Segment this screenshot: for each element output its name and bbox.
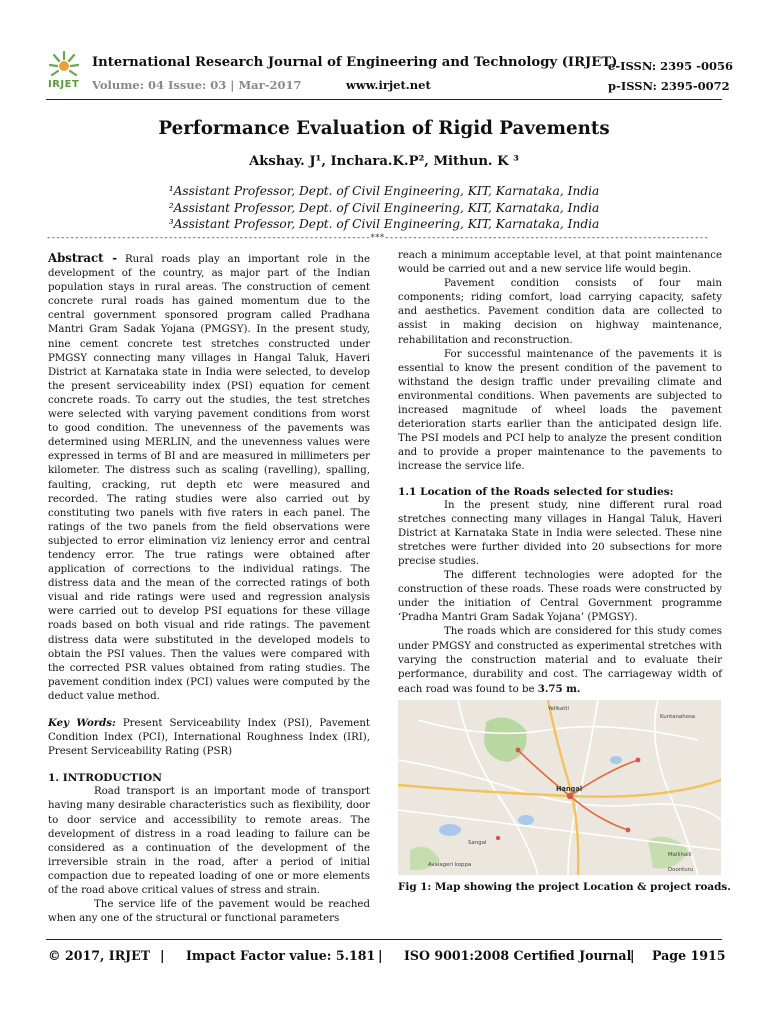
journal-title: International Research Journal of Engineering and Technology (IRJET) — [92, 55, 618, 70]
map-label-sangal: Sangal — [468, 840, 487, 846]
footer-divider: | — [160, 948, 165, 963]
footer-page-number: Page 1915 — [652, 948, 726, 963]
intro-paragraph-2: The service life of the pavement would be reached when any one of the structural or functional parameters — [48, 899, 370, 925]
right-paragraph-5-text: The roads which are considered for this study comes under PMGSY and constructed as experimental stretches with varying the construction material and to evaluate their performance, durability and cost. The carriageway width of each road was found to be — [398, 626, 722, 695]
right-paragraph-2: For successful maintenance of the pavements it is essential to know the present condition of the pavement to withstand the design traffic under prevailing climate and environmental conditions. When pavements are subjected to increased magnitude of wheel loads the pavement deterioration starts earlier than the anticipated design life. The PSI models and PCI help to analyze the present condition and to provide a proper maintenance to the pavements to increase the service life. — [398, 348, 722, 473]
abstract-text: Rural roads play an important role in the development of the country, as major part of the Indian population stays in rural areas. The construction of cement concrete rural roads has gained momentum due to the central government sponsored program called Pradhana Mantri Gram Sadak Yojana (PMGSY). In the present study, nine cement concrete test stretches constructed under PMGSY connecting many villages in Hangal Taluk, Haveri District at Karnataka state in India were selected, to develop the present serviceability index (PSI) equation for cement concrete roads. To carry out the studies, the test stretches were selected with varying pavement conditions from worst to good condition. The unevenness of the pavements was determined using MERLIN, and the unevenness values were expressed in terms of BI and are measured in millimeters per kilometer. The distress such as scaling (ravelling), spalling, faulting, cracking, rut depth etc were measured and recorded. The rating studies were also carried out by constituting two panels with five raters in each panel. The ratings of the two panels from the field observations were subjected to error elimination viz leniency error and central tendency error. The true ratings were obtained after application of corrections to the individual ratings. The distress data and the mean of the corrected ratings of both visual and ride ratings were used and regression analysis were carried out to develop PSI equations for these village roads based on both visual and ride ratings. The pavement distress data were substituted in the developed models to obtain the PSI values. Then the values were compared with the corrected PSR values obtained from rating studies. The pavement condition index (PCI) values were computed by the deduct value method. — [48, 254, 370, 702]
right-column — [398, 249, 722, 697]
right-paragraph-0: reach a minimum acceptable level, at that point maintenance would be carried out and a new service life would begin. — [398, 250, 722, 276]
abstract-heading: Abstract - — [48, 251, 118, 265]
paper-authors: Akshay. J¹, Inchara.K.P², Mithun. K ³ — [249, 154, 519, 169]
keywords — [48, 716, 370, 759]
right-paragraph-4: The different technologies were adopted for the construction of these roads. These roads were constructed by under the initiation of Central Government programme ‘Pradha Mantri Gram Sadak Yojana’ (PMGSY). — [398, 570, 722, 624]
logo-label: IRJET — [48, 79, 80, 90]
journal-volume: Volume: 04 Issue: 03 | Mar-2017 — [92, 78, 302, 92]
affiliation-3: ³Assistant Professor, Dept. of Civil Engineering, KIT, Karnataka, India — [168, 217, 600, 231]
footer-impact-factor: Impact Factor value: 5.181 — [186, 948, 376, 963]
map-graphic — [398, 700, 721, 875]
map-label-avalageri: Avalageri koppa — [428, 862, 472, 868]
location-heading: 1.1 Location of the Roads selected for studies: — [398, 485, 674, 498]
carriageway-width: 3.75 m. — [537, 682, 581, 695]
irjet-logo-icon — [44, 50, 84, 80]
map-label-kuntanahosa: Kuntanahosa — [660, 714, 696, 720]
journal-logo — [44, 50, 84, 92]
footer-divider: | — [630, 948, 635, 963]
header-rule — [46, 99, 722, 100]
project-map — [398, 700, 721, 875]
footer-copyright: © 2017, IRJET — [48, 948, 151, 963]
pissn: p-ISSN: 2395-0072 — [608, 79, 730, 93]
left-column — [48, 251, 370, 926]
affiliation-2: ²Assistant Professor, Dept. of Civil Engineering, KIT, Karnataka, India — [168, 201, 600, 215]
footer-divider: | — [378, 948, 383, 963]
journal-website: www.irjet.net — [346, 78, 431, 92]
paper-title: Performance Evaluation of Rigid Pavements — [158, 118, 610, 139]
abstract — [48, 251, 370, 704]
affiliation-1: ¹Assistant Professor, Dept. of Civil Engineering, KIT, Karnataka, India — [168, 184, 600, 198]
footer-rule — [46, 939, 722, 940]
keywords-text: Present Serviceability Index (PSI), Pavement Condition Index (PCI), International Roughness Index (IRI), Present Serviceability Rating (PSR) — [48, 718, 370, 758]
map-label-mallihalli: Mallihalli — [668, 852, 692, 858]
footer-iso: ISO 9001:2008 Certified Journal — [404, 948, 632, 963]
map-label-doonturu: Doonturu — [668, 867, 694, 873]
right-paragraph-3: In the present study, nine different rural road stretches connecting many villages in Hangal Taluk, Haveri District at Karnataka State in India were selected. These nine stretches were further divided into 20 subsections for more precise studies. — [398, 499, 722, 567]
section-separator: ---------------------------------------------------------------------***--------------------------------------------------------------------- — [46, 233, 709, 243]
figure-caption: Fig 1: Map showing the project Location & project roads. — [398, 881, 731, 893]
intro-paragraph-1: Road transport is an important mode of transport having many desirable characteristics such as flexibility, door to door service and accessibility to remote areas. The development of distress in a road leading to failure can be considered as a continuation of the development of the irreversible strain in the road, after a period of initial compaction due to repeated loading of one or more elements of the road above critical values of stress and strain. — [48, 786, 370, 897]
keywords-label: Key Words: — [48, 717, 116, 729]
eissn: e-ISSN: 2395 -0056 — [608, 59, 733, 73]
intro-heading: 1. INTRODUCTION — [48, 772, 162, 785]
map-label-hangal: Hangal — [556, 785, 583, 793]
right-paragraph-5 — [398, 625, 722, 696]
map-label-yellikatti: Yellkatti — [548, 706, 569, 712]
right-paragraph-1: Pavement condition consists of four main components; riding comfort, load carrying capacity, safety and aesthetics. Pavement condition data are collected to assist in making decision on highway maintenance, rehabilitation and reconstruction. — [398, 278, 722, 346]
